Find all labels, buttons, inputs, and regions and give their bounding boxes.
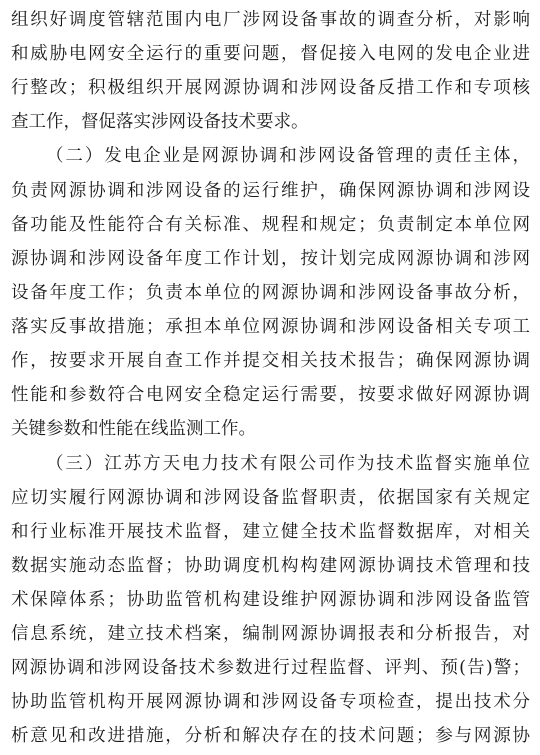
text-line: 作，按要求开展自查工作并提交相关技术报告；确保网源协调 [11, 351, 530, 371]
text-line: 落实反事故措施；承担本单位网源协调和涉网设备相关专项工 [11, 317, 530, 337]
text-line: 协助监管机构开展网源协调和涉网设备专项检查，提出技术分 [11, 692, 530, 712]
text-line: 备功能及性能符合有关标准、规程和规定；负责制定本单位网 [11, 215, 530, 235]
text-line: 性能和参数符合电网安全稳定运行需要，按要求做好网源协调 [11, 385, 530, 405]
text-line: 数据实施动态监督；协助调度机构构建网源协调技术管理和技 [11, 556, 530, 576]
text-line: 负责网源协调和涉网设备的运行维护，确保网源协调和涉网设 [11, 181, 530, 201]
text-line: 行整改；积极组织开展网源协调和涉网设备反措工作和专项核 [11, 78, 530, 98]
text-line: 查工作，督促落实涉网设备技术要求。 [11, 112, 309, 132]
text-line: 和行业标准开展技术监督，建立健全技术监督数据库，对相关 [11, 522, 530, 542]
paragraph-start-line: （二）发电企业是网源协调和涉网设备管理的责任主体， [46, 146, 530, 166]
text-line: 析意见和改进措施，分析和解决存在的技术问题；参与网源协 [11, 726, 530, 746]
text-line: 关键参数和性能在线监测工作。 [11, 419, 256, 439]
text-line: 网源协调和涉网设备技术参数进行过程监督、评判、预(告)警； [11, 658, 530, 678]
text-line: 和威胁电网安全运行的重要问题，督促接入电网的发电企业进 [11, 44, 530, 64]
text-line: 组织好调度管辖范围内电厂涉网设备事故的调查分析，对影响 [11, 10, 530, 30]
text-line: 应切实履行网源协调和涉网设备监督职责，依据国家有关规定 [11, 488, 530, 508]
paragraph-start-line: （三）江苏方天电力技术有限公司作为技术监督实施单位 [46, 454, 530, 474]
text-line: 设备年度工作；负责本单位的网源协调和涉网设备事故分析， [11, 283, 530, 303]
text-line: 信息系统，建立技术档案，编制网源协调报表和分析报告，对 [11, 624, 530, 644]
text-line: 源协调和涉网设备年度工作计划，按计划完成网源协调和涉网 [11, 249, 530, 269]
text-line: 术保障体系；协助监管机构建设维护网源协调和涉网设备监管 [11, 590, 530, 610]
